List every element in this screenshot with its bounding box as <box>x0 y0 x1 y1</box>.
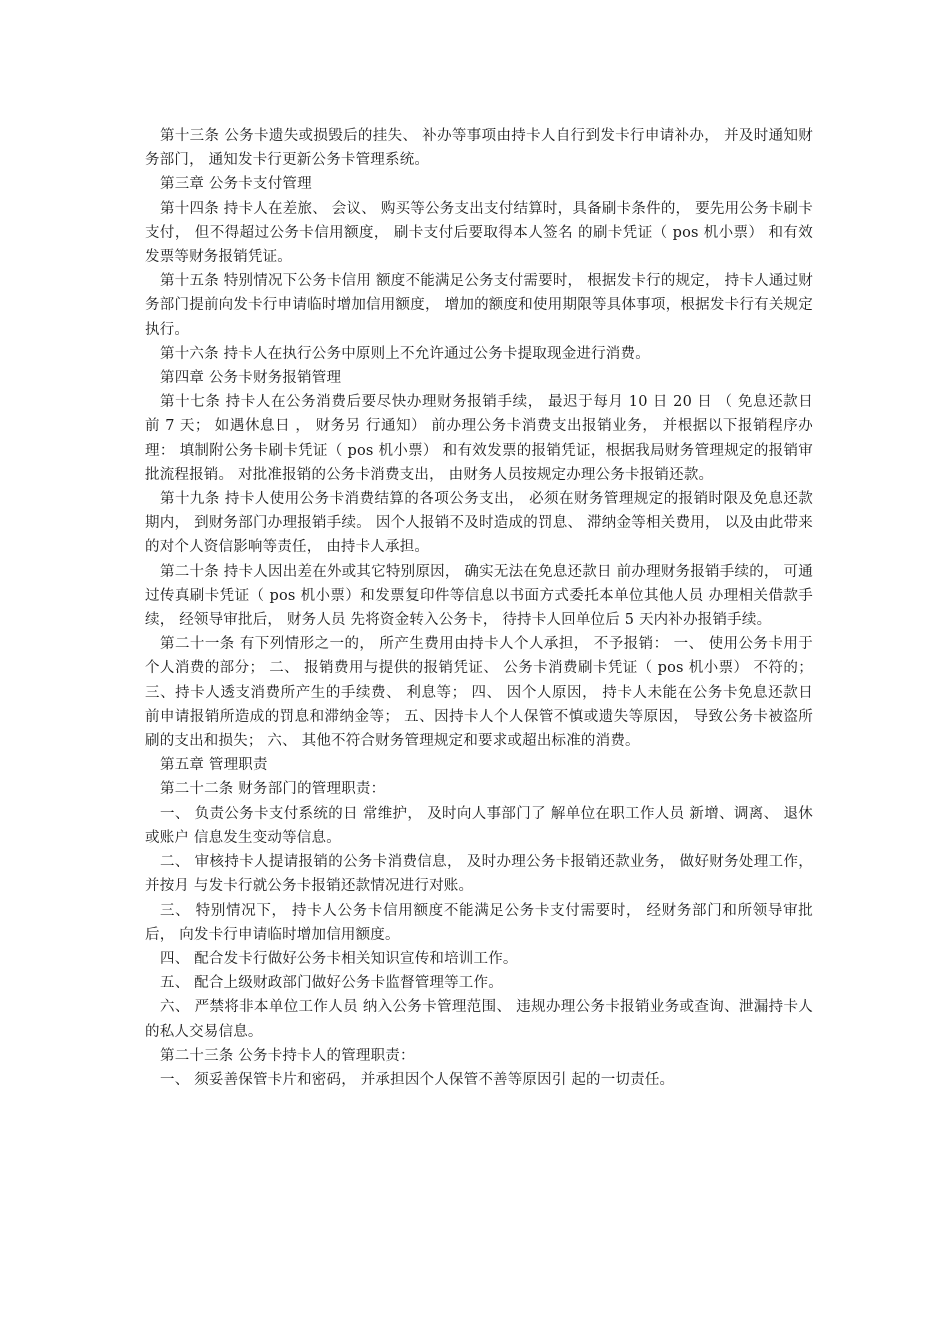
article-23-item-1: 一、 须妥善保管卡片和密码， 并承担因个人保管不善等原因引 起的一切责任。 <box>160 1071 675 1088</box>
article-22-item-4: 四、 配合发卡行做好公务卡相关知识宣传和培训工作。 <box>160 950 518 967</box>
article-22-item-5: 五、 配合上级财政部门做好公务卡监督管理等工作。 <box>160 975 503 992</box>
article-15: 第十五条 特别情况下公务卡信用 额度不能满足公务支付需要时， 根据发卡行的规定， 持卡人通过财务部门提前向发卡行申请临时增加信用额度， 增加的额度和使用期限等具体事项，根据发卡行有关规定执行。 <box>145 273 813 338</box>
chapter-5-heading: 第五章 管理职责 <box>160 757 268 774</box>
article-22-item-1: 一、 负责公务卡支付系统的日 常维护， 及时向人事部门了 解单位在职工作人员 新增、调离、 退休或账户 信息发生变动等信息。 <box>145 805 813 846</box>
article-22-item-2: 二、 审核持卡人提请报销的公务卡消费信息， 及时办理公务卡报销还款业务， 做好财务处理工作， 并按月 与发卡行就公务卡报销还款情况进行对账。 <box>145 854 813 895</box>
document-body <box>145 124 813 1092</box>
article-22: 第二十二条 财务部门的管理职责： <box>160 781 386 798</box>
article-19: 第十九条 持卡人使用公务卡消费结算的各项公务支出， 必须在财务管理规定的报销时限及免息还款期内， 到财务部门办理报销手续。 因个人报销不及时造成的罚息、 滞纳金等相关费用， 以及由此带来的对个人资信影响等责任， 由持卡人承担。 <box>145 491 813 556</box>
article-16: 第十六条 持卡人在执行公务中原则上不允许通过公务卡提取现金进行消费。 <box>160 345 650 362</box>
chapter-3-heading: 第三章 公务卡支付管理 <box>160 176 312 193</box>
article-17: 第十七条 持卡人在公务消费后要尽快办理财务报销手续， 最迟于每月 10 日 20 日 （ 免息还款日 前 7 天； 如遇休息日 ， 财务另 行通知） 前办理公务卡消费支出报销业务， 并根据以下报销程序办理： 填制附公务卡刷卡凭证（ pos 机小票） 和有效发票的报销凭证，根据我局财务管理规定的报销审批流程报销。 对批准报销的公务卡消费支出， 由财务人员按规定办理公务卡报销还款。 <box>145 394 813 483</box>
article-21: 第二十一条 有下列情形之一的， 所产生费用由持卡人个人承担， 不予报销： 一、 使用公务卡用于个人消费的部分； 二、 报销费用与提供的报销凭证、 公务卡消费刷卡凭证（ pos 机小票） 不符的； 三、持卡人透支消费所产生的手续费、 利息等； 四、 因个人原因， 持卡人未能在公务卡免息还款日 前申请报销所造成的罚息和滞纳金等； 五、因持卡人个人保管不慎或遗失等原因， 导致公务卡被盗所刷的支出和损失； 六、 其他不符合财务管理规定和要求或超出标准的消费。 <box>145 636 813 750</box>
article-23: 第二十三条 公务卡持卡人的管理职责： <box>160 1047 415 1064</box>
article-14: 第十四条 持卡人在差旅、 会议、 购买等公务支出支付结算时，具备刷卡条件的， 要先用公务卡刷卡支付， 但不得超过公务卡信用额度， 刷卡支付后要取得本人签名 的刷卡凭证（ pos 机小票） 和有效发票等财务报销凭证。 <box>145 200 813 266</box>
article-22-item-3: 三、 特别情况下， 持卡人公务卡信用额度不能满足公务卡支付需要时， 经财务部门和所领导审批后， 向发卡行申请临时增加信用额度。 <box>145 902 813 943</box>
article-22-item-6: 六、 严禁将非本单位工作人员 纳入公务卡管理范围、 违规办理公务卡报销业务或查询、泄漏持卡人的私人交易信息。 <box>145 999 813 1040</box>
article-13: 第十三条 公务卡遗失或损毁后的挂失、 补办等事项由持卡人自行到发卡行申请补办， 并及时通知财务部门， 通知发卡行更新公务卡管理系统。 <box>145 128 813 169</box>
chapter-4-heading: 第四章 公务卡财务报销管理 <box>160 370 342 387</box>
article-20: 第二十条 持卡人因出差在外或其它特别原因， 确实无法在免息还款日 前办理财务报销手续的， 可通过传真刷卡凭证（ pos 机小票）和发票复印件等信息以书面方式委托本单位其他人员 办理相关借款手续， 经领导审批后， 财务人员 先将资金转入公务卡， 待持卡人回单位后 5 天内补办报销手续。 <box>145 563 813 629</box>
